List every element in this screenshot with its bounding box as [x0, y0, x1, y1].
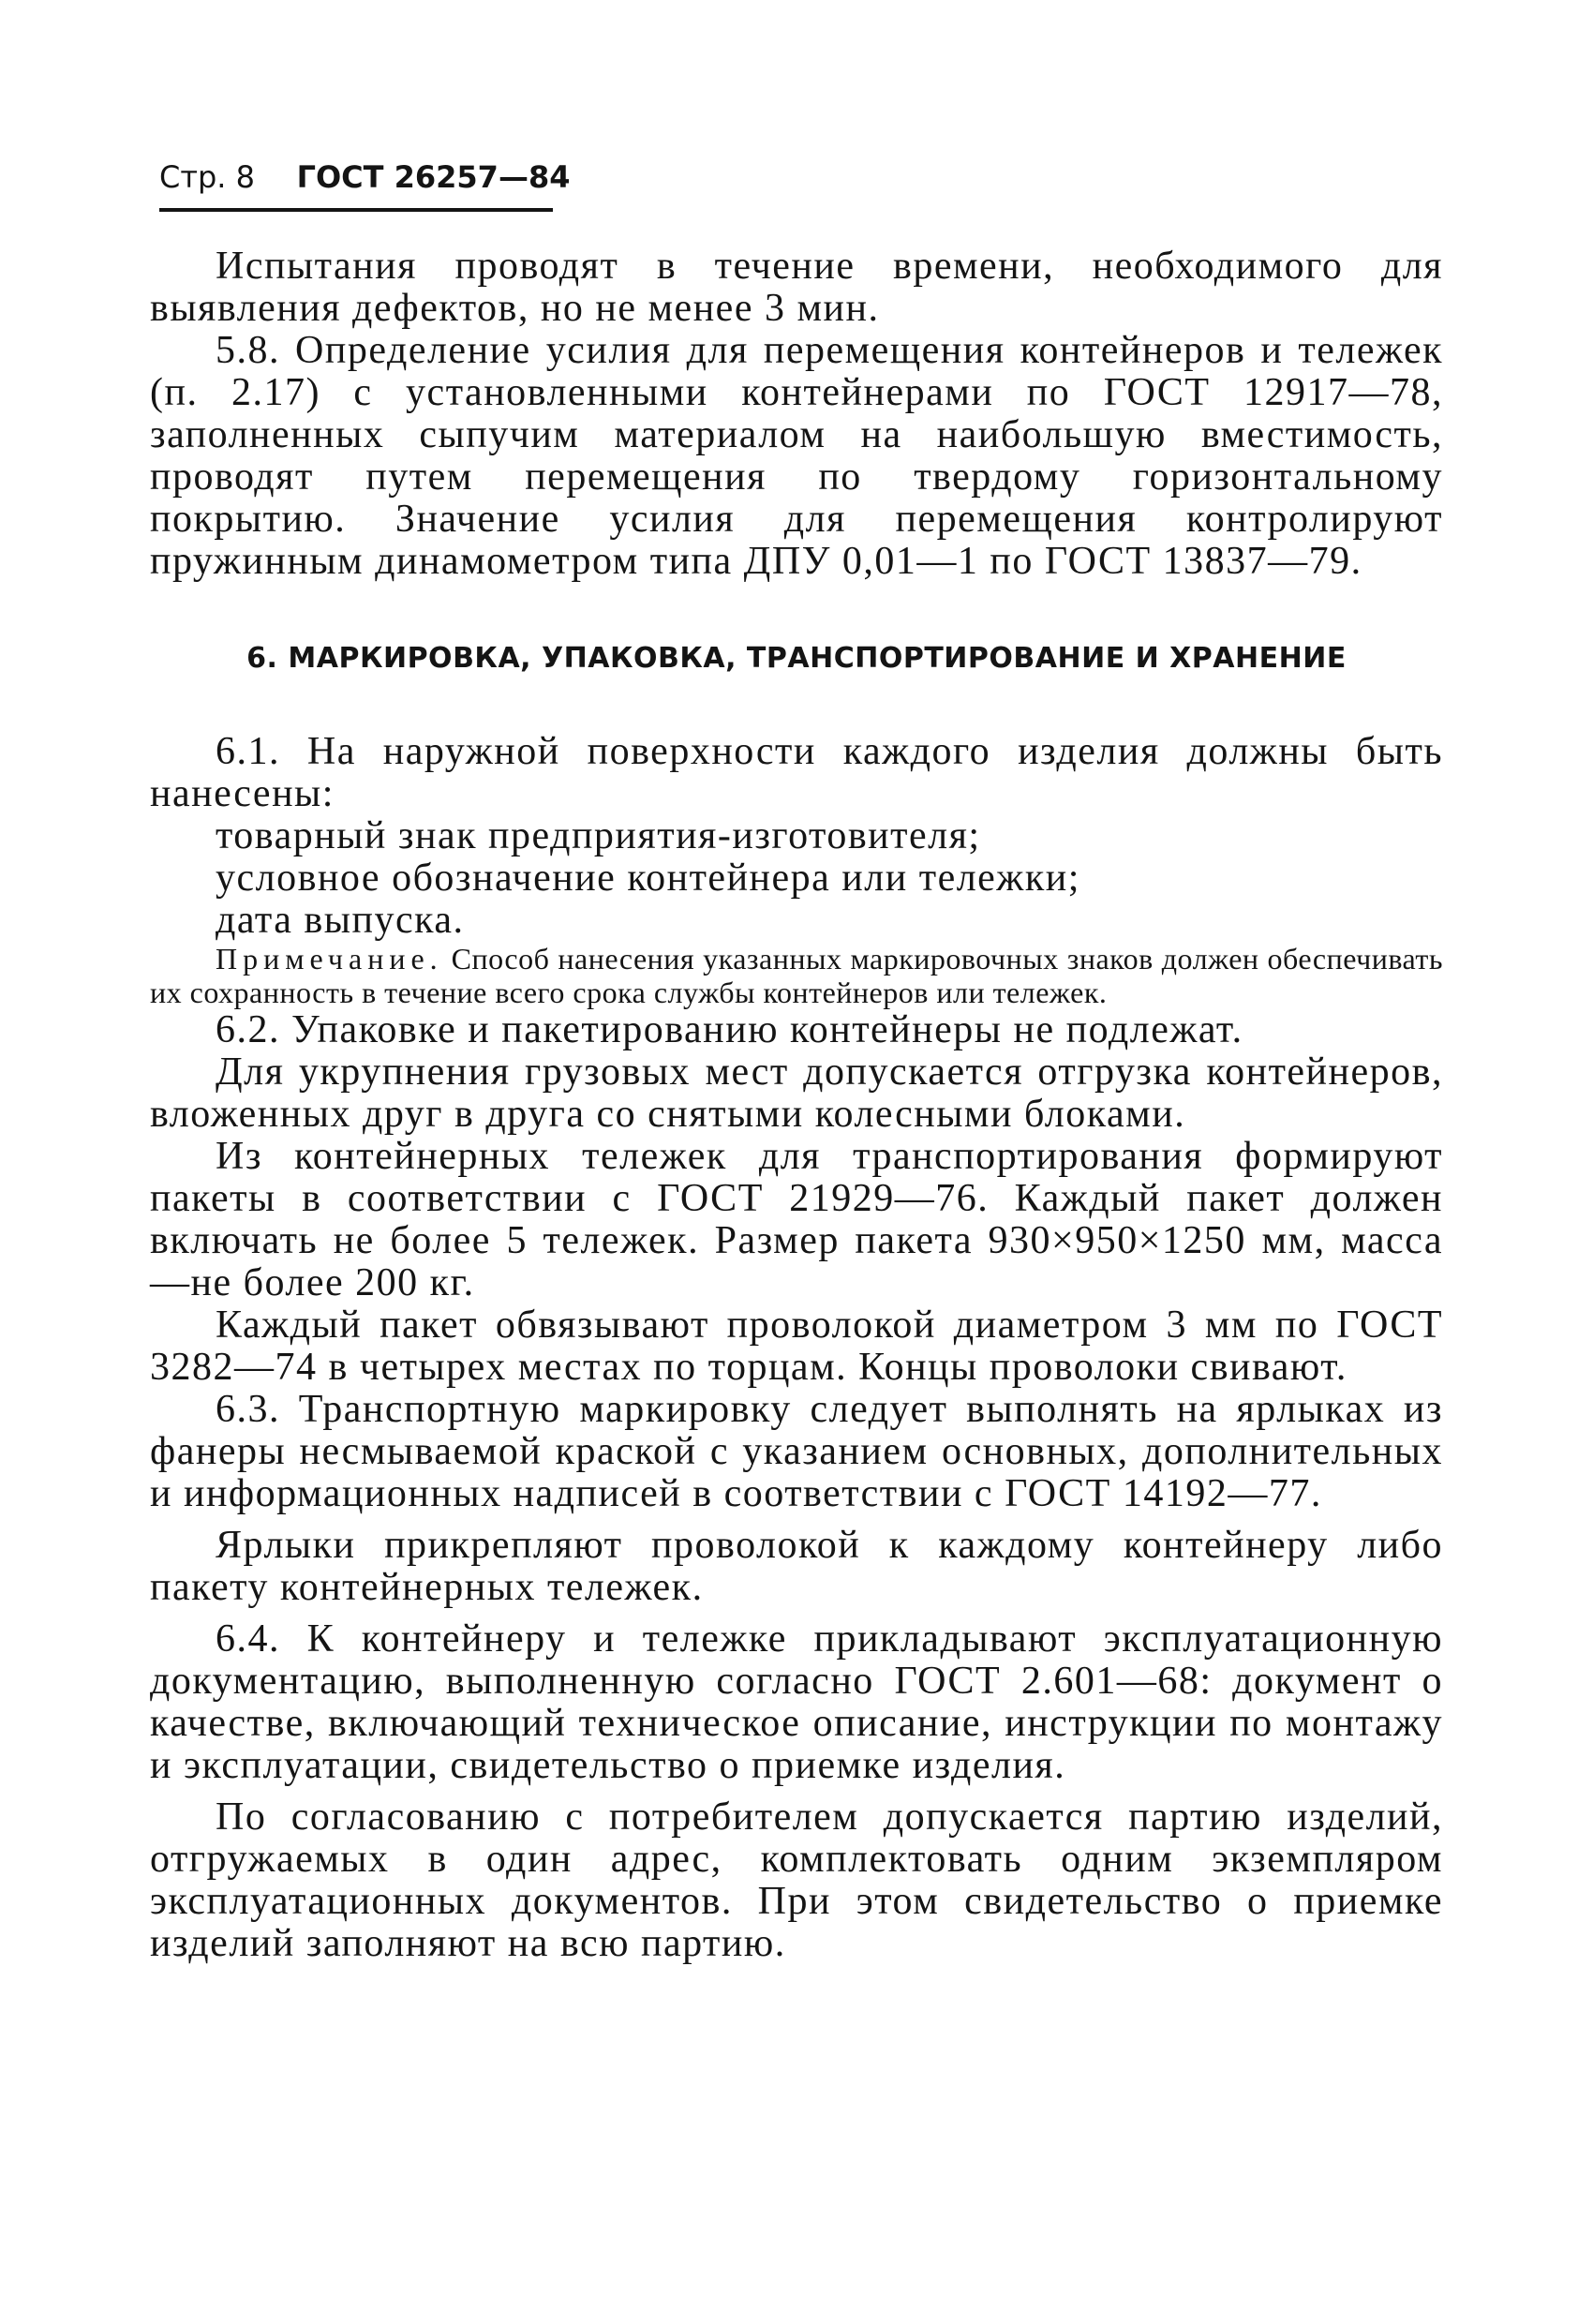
note [150, 942, 1443, 1009]
paragraph-5-8: 5.8. Определение усилия для перемещения контейнеров и тележек (п. 2.17) с установленными контейнерами по ГОСТ 12917—78, заполненных сыпучим материалом на наибольшую вместимость, проводят путем перемещения по твердому горизонтальному покрытию. Значение усилия для перемещения контролируют пружинным динамометром типа ДПУ 0,01—1 по ГОСТ 13837—79. [150, 329, 1443, 583]
paragraph-6-4: 6.4. К контейнеру и тележке прикладывают эксплуатационную документацию, выполненную согласно ГОСТ 2.601—68: документ о качестве, включающий техническое описание, инструкции по монтажу и эксплуатации, свидетельство о приемке изделия. [150, 1617, 1443, 1787]
page-header [159, 159, 571, 212]
header-rule [159, 208, 553, 212]
paragraph-6-2-grouping: Для укрупнения грузовых мест допускается отгрузка контейнеров, вложенных друг в друга со снятыми колесными блоками. [150, 1050, 1443, 1136]
note-label: Примечание. [216, 942, 443, 976]
standard-number: ГОСТ 26257—84 [296, 159, 571, 195]
page-number: Стр. 8 [159, 159, 255, 195]
paragraph-6-3: 6.3. Транспортную маркировку следует выполнять на ярлыках из фанеры несмываемой краской с указанием основных, дополнительных и информационных надписей в соответствии с ГОСТ 14192—77. [150, 1388, 1443, 1515]
paragraph-6-4-agreement: По согласованию с потребителем допускается партию изделий, отгружаемых в один адрес, комплектовать одним экземпляром эксплуатационных документов. При этом свидетельство о приемке изделий заполняют на всю партию. [150, 1795, 1443, 1965]
paragraph-6-3-labels: Ярлыки прикрепляют проволокой к каждому контейнеру либо пакету контейнерных тележек. [150, 1524, 1443, 1609]
note-text: Способ нанесения указанных маркировочных знаков должен обеспечивать их сохранность в течение всего срока службы контейнеров или тележек. [150, 942, 1444, 1009]
section-heading: 6. МАРКИРОВКА, УПАКОВКА, ТРАНСПОРТИРОВАНИЕ И ХРАНЕНИЕ [246, 642, 1347, 675]
paragraph-6-2-wire: Каждый пакет обвязывают проволокой диаметром 3 мм по ГОСТ 3282—74 в четырех местах по торцам. Концы проволоки свивают. [150, 1304, 1443, 1389]
paragraph-6-2: 6.2. Упаковке и пакетированию контейнеры не подлежат. [216, 1008, 1243, 1051]
list-item: дата выпуска. [216, 899, 465, 942]
paragraph-6-2-packets: Из контейнерных тележек для транспортирования формируют пакеты в соответствии с ГОСТ 21929—76. Каждый пакет должен включать не более 5 тележек. Размер пакета 930×950×1250 мм, масса—не более 200 кг. [150, 1135, 1443, 1304]
list-item: товарный знак предприятия-изготовителя; [216, 814, 981, 857]
list-item: условное обозначение контейнера или тележки; [216, 857, 1080, 900]
document-body [150, 246, 1443, 1965]
paragraph-6-1: 6.1. На наружной поверхности каждого изделия должны быть нанесены: [150, 730, 1443, 815]
paragraph-test-duration: Испытания проводят в течение времени, необходимого для выявления дефектов, но не менее 3 мин. [150, 245, 1443, 330]
